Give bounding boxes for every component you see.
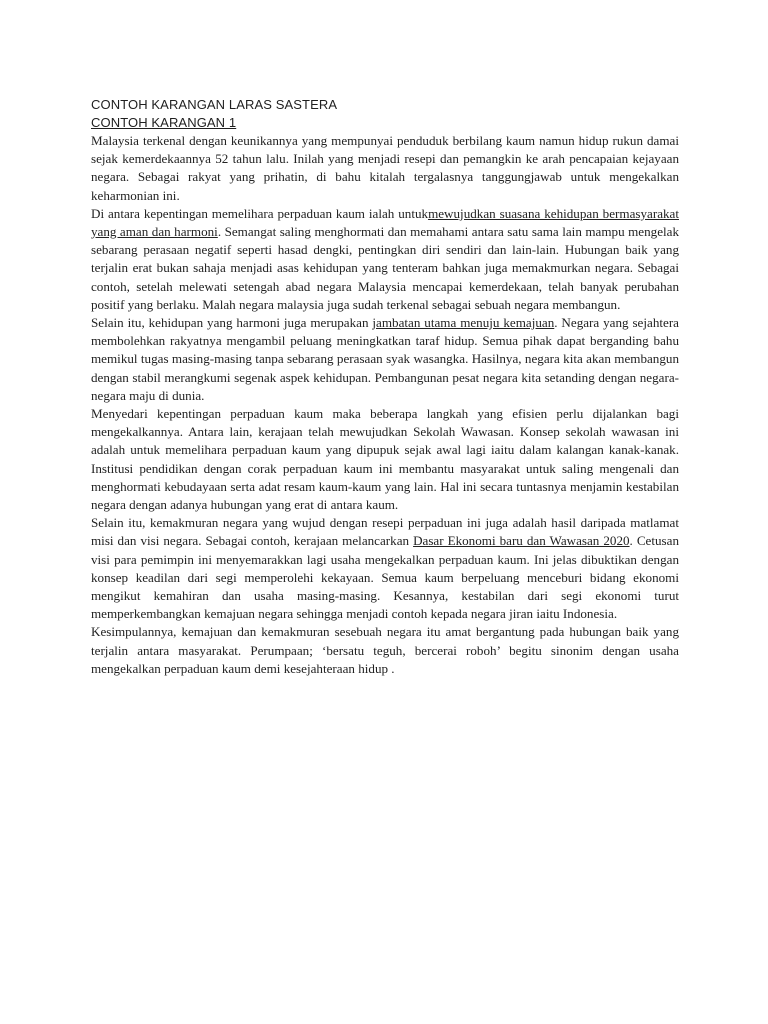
paragraph-text-before: Selain itu, kehidupan yang harmoni juga merupakan (91, 315, 373, 331)
paragraph-text: Kesimpulannya, kemajuan dan kemakmuran sesebuah negara itu amat bergantung pada hubungan baik yang terjalin antara masyarakat. Perumpaan; ‘bersatu teguh, bercerai roboh’ begitu sinonim dengan usaha mengekalkan perpaduan kaum demi kesejahteraan hidup . (91, 624, 679, 676)
paragraph-intro (91, 132, 679, 205)
paragraph-text-before: Selain itu, kemakmuran negara yang wujud dengan resepi perpaduan ini juga adalah hasil daripada matlamat misi dan visi negara. Sebagai contoh, kerajaan melancarkan (91, 515, 679, 549)
paragraph-4 (91, 405, 679, 514)
paragraph-text: Malaysia terkenal dengan keunikannya yang mempunyai penduduk berbilang kaum namun hidup rukun damai sejak kemerdekaannya 52 tahun lalu. Inilah yang menjadi resepi dan pemangkin ke arah pencapaian kejayaan negara. Sebagai rakyat yang prihatin, di bahu kitalah tergalasnya tanggungjawab untuk mengekalkan keharmonian ini. (91, 133, 679, 203)
paragraph-conclusion (91, 623, 679, 678)
paragraph-5 (91, 514, 679, 623)
document-title: CONTOH KARANGAN LARAS SASTERA (91, 97, 338, 112)
underlined-key-phrase: mewujudkan suasana kehidupan bermasyarakat yang aman dan harmoni (91, 205, 679, 240)
paragraph-3 (91, 314, 679, 405)
paragraph-text-after: . Cetusan visi para pemimpin ini menyemarakkan lagi usaha mengekalkan perpaduan kaum. Ini jelas dibuktikan dengan konsep keadilan dari segi memperolehi kekayaan. Semua kaum berpeluang menceburi bidang ekonomi mengikut kemahiran dan usaha masing-masing. Kesannya, kestabilan dari segi ekonomi turut memperkembangkan kemajuan negara sehingga menjadi contoh kepada negara jiran iaitu Indonesia. (91, 533, 679, 622)
paragraph-text-after: . Semangat saling menghormati dan memahami antara satu sama lain mampu mengelak sebarang perasaan negatif seperti hasad dengki, pentingkan diri sendiri dan lain-lain. Hubungan baik yang terjalin erat bukan sahaja menjadi asas kehidupan yang tenteram bahkan juga memakmurkan negara. Sebagai contoh, setelah melewati setengah abad negara Malaysia mencapai kemerdekaan, telah banyak perubahan positif yang berlaku. Malah negara malaysia juga sudah terkenal sebagai sebuah negara membangun. (91, 224, 680, 312)
underlined-key-phrase: jambatan utama menuju kemajuan (372, 315, 555, 331)
paragraph-2 (91, 205, 679, 314)
paragraph-text-after: . Negara yang sejahtera membolehkan rakyatnya mengambil peluang meningkatkan taraf hidup. Semua pihak dapat berganding bahu memikul tugas masing-masing tanpa sebarang perasaan syak wasangka. Hasilnya, negara kita akan membangun dengan stabil merangkumi segenak aspek kehidupan. Pembangunan pesat negara kita setanding dengan negara-negara maju di dunia. (91, 315, 679, 403)
document-subtitle: CONTOH KARANGAN 1 (91, 115, 237, 130)
document-page (91, 96, 679, 678)
underlined-key-phrase: Dasar Ekonomi baru dan Wawasan 2020 (413, 533, 630, 549)
paragraph-text: Menyedari kepentingan perpaduan kaum maka beberapa langkah yang efisien perlu dijalankan bagi mengekalkannya. Antara lain, kerajaan telah mewujudkan Sekolah Wawasan. Konsep sekolah wawasan ini adalah untuk memelihara perpaduan kaum yang dipupuk sejak awal lagi iaitu dalam kalangan kanak-kanak. Institusi pendidikan dengan corak perpaduan kaum ini membantu masyarakat untuk saling mengenali dan menghormati kebudayaan serta adat resam kaum-kaum yang lain. Hal ini secara tuntasnya menjamin kestabilan negara dengan adanya hubungan yang erat di antara kaum. (91, 406, 679, 513)
paragraph-text-before: Di antara kepentingan memelihara perpaduan kaum ialah untuk (91, 205, 429, 221)
